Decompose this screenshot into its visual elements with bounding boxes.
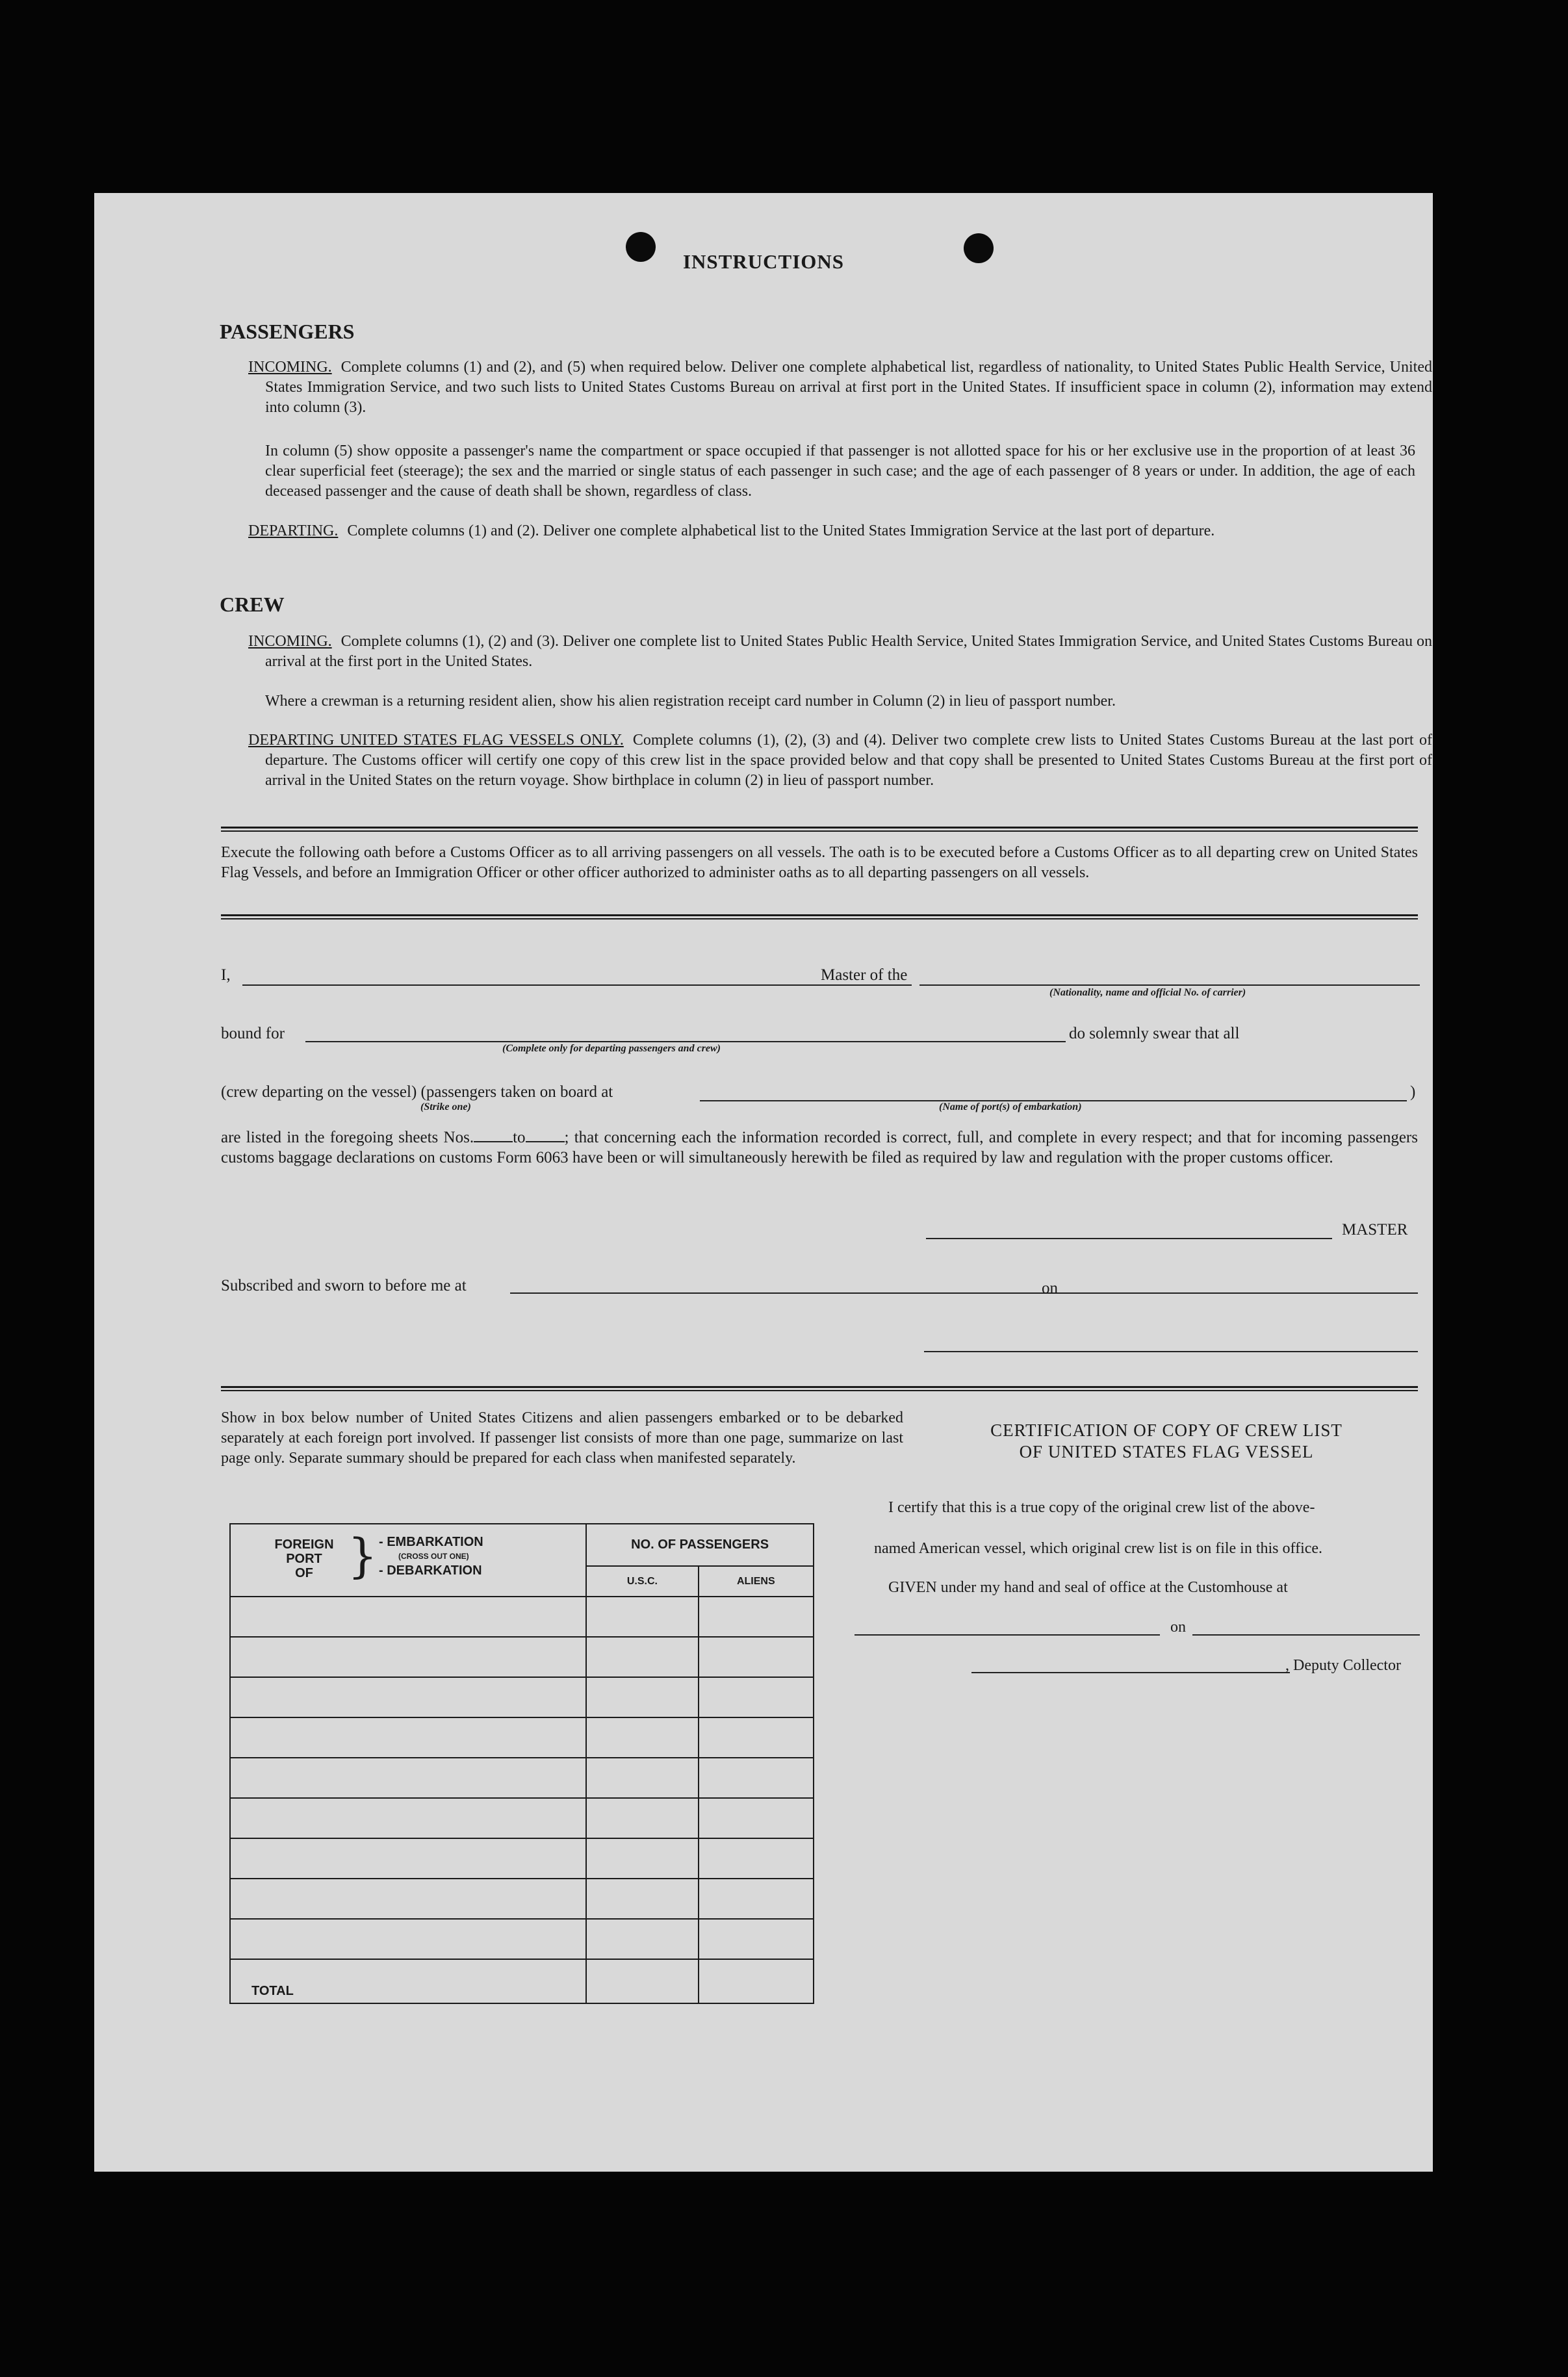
sheet-to-field[interactable] — [526, 1141, 565, 1142]
port-cell[interactable] — [230, 1879, 586, 1919]
total-row — [230, 1959, 814, 2003]
usc-total-cell[interactable] — [586, 1959, 698, 2003]
aliens-cell[interactable] — [699, 1879, 814, 1919]
sworn-place-field[interactable] — [510, 1292, 1124, 1294]
incoming-label: INCOMING. — [248, 359, 332, 376]
master-of-the-label: Master of the — [819, 966, 909, 984]
departing-label: DEPARTING. — [248, 522, 339, 539]
table-row — [230, 1637, 814, 1677]
aliens-cell[interactable] — [699, 1758, 814, 1798]
crew-incoming-paragraph — [248, 632, 1432, 672]
master-label: MASTER — [1342, 1221, 1408, 1239]
table-row — [230, 1677, 814, 1717]
usc-cell[interactable] — [586, 1677, 698, 1717]
customhouse-field[interactable] — [855, 1634, 1160, 1636]
form-page — [94, 193, 1433, 2172]
port-header — [230, 1524, 586, 1597]
port-cell[interactable] — [230, 1919, 586, 1959]
oath-statement — [221, 1127, 1418, 1168]
incoming-text: Complete columns (1), (2) and (3). Deliver one complete list to United States Public Health Service, United States Immigration Service, and United States Customs Bureau on arrival at the first port in the United States. — [265, 633, 1432, 670]
resident-alien-paragraph: Where a crewman is a returning resident alien, show his alien registration receipt card number in Column (2) in lieu of passport number. — [265, 693, 1116, 710]
port-cell[interactable] — [230, 1717, 586, 1758]
bound-for-label: bound for — [221, 1025, 285, 1042]
usc-cell[interactable] — [586, 1717, 698, 1758]
close-paren: ) — [1410, 1083, 1416, 1101]
table-row — [230, 1717, 814, 1758]
oath-instruction: Execute the following oath before a Customs Officer as to all arriving passengers on all vessels. The oath is to be executed before a Customs Officer as to all departing crew on United States Flag Vessels, and before an Immigration Officer or other officer authorized to administer oaths as to all departing passengers on all vessels. — [221, 844, 1418, 881]
port-cell[interactable] — [230, 1758, 586, 1798]
certification-title — [874, 1420, 1459, 1463]
of-label: OF — [295, 1566, 313, 1580]
deputy-collector-label: , Deputy Collector — [1285, 1657, 1401, 1674]
embarkation-label: - EMBARKATION — [379, 1535, 483, 1549]
aliens-cell[interactable] — [699, 1798, 814, 1838]
deputy-signature-field[interactable] — [971, 1672, 1290, 1673]
named-text: named American vessel, which original crew list is on file in this office. — [874, 1540, 1323, 1557]
statement-text: ; that concerning each the information recorded is correct, full, and complete in every respect; and that for incoming passengers customs baggage declarations on customs Form 6063 have been or will simultaneously herewith be filed as required by law and regulation with the proper customs officer. — [221, 1129, 1418, 1166]
master-signature-field[interactable] — [926, 1238, 1332, 1239]
column5-paragraph: In column (5) show opposite a passenger's name the compartment or space occupied if that passenger is not allotted space for his or her exclusive use in the proportion of at least 36 clear superficial feet (steerage); the sex and the married or single status of each passenger in such case; and the age of each passenger of 8 years or under. In addition, the age of each deceased passenger and the cause of death shall be shown, regardless of class. — [265, 443, 1415, 500]
given-text: GIVEN under my hand and seal of office at the Customhouse at — [888, 1579, 1288, 1596]
usc-cell[interactable] — [586, 1597, 698, 1637]
on-label: on — [1042, 1279, 1058, 1297]
port-cell[interactable] — [230, 1677, 586, 1717]
carrier-field[interactable] — [919, 984, 1420, 986]
cert-date-field[interactable] — [1192, 1634, 1420, 1636]
ports-caption: (Name of port(s) of embarkation) — [939, 1101, 1082, 1112]
crew-departing-paragraph — [248, 730, 1432, 791]
usc-cell[interactable] — [586, 1798, 698, 1838]
oath-i: I, — [221, 966, 231, 984]
port-cell[interactable] — [230, 1798, 586, 1838]
summary-instructions: Show in box below number of United States Citizens and alien passengers embarked or to be debarked separately at each foreign port involved. If passenger list consists of more than one page, summarize on last page only. Separate summary should be prepared for each class when manifested separately. — [221, 1409, 903, 1467]
port-cell[interactable] — [230, 1637, 586, 1677]
cert-on-label: on — [1170, 1619, 1186, 1636]
page-title: INSTRUCTIONS — [682, 250, 844, 273]
no-of-passengers-header: NO. OF PASSENGERS — [586, 1524, 814, 1566]
usc-cell[interactable] — [586, 1879, 698, 1919]
aliens-cell[interactable] — [699, 1677, 814, 1717]
bound-for-field[interactable] — [305, 1041, 1066, 1042]
sworn-date-field[interactable] — [1067, 1292, 1418, 1294]
nationality-caption: (Nationality, name and official No. of carrier) — [1049, 987, 1246, 998]
strike-one-caption: (Strike one) — [420, 1101, 471, 1112]
incoming-label: INCOMING. — [248, 633, 332, 650]
master-name-field[interactable] — [242, 984, 912, 986]
table-row — [230, 1838, 814, 1879]
total-label: TOTAL — [230, 1959, 586, 2003]
certification-title-line2: OF UNITED STATES FLAG VESSEL — [1019, 1442, 1314, 1461]
foreign-label: FOREIGN — [274, 1537, 334, 1552]
certify-text: I certify that this is a true copy of the original crew list of the above- — [888, 1499, 1315, 1516]
departing-text: Complete columns (1) and (2). Deliver one complete alphabetical list to the United States Immigration Service at the last port of departure. — [347, 522, 1215, 539]
subscribed-label: Subscribed and sworn to before me at — [221, 1277, 467, 1294]
passengers-incoming-paragraph — [248, 357, 1432, 418]
aliens-cell[interactable] — [699, 1838, 814, 1879]
passengers-departing-paragraph — [248, 521, 1432, 541]
brace-icon: } — [348, 1528, 378, 1583]
port-cell[interactable] — [230, 1597, 586, 1637]
aliens-cell[interactable] — [699, 1637, 814, 1677]
cross-out-label: (CROSS OUT ONE) — [398, 1552, 469, 1561]
aliens-header: ALIENS — [699, 1566, 814, 1597]
table-row — [230, 1879, 814, 1919]
departing-label: DEPARTING UNITED STATES FLAG VESSELS ONLY. — [248, 732, 624, 749]
crew-heading: CREW — [220, 593, 285, 616]
sheet-from-field[interactable] — [474, 1141, 513, 1142]
are-listed-text: are listed in the foregoing sheets Nos. — [221, 1129, 474, 1146]
crew-passengers-label: (crew departing on the vessel) (passengers taken on board at — [221, 1083, 613, 1101]
debarkation-label: - DEBARKATION — [379, 1563, 482, 1578]
aliens-total-cell[interactable] — [699, 1959, 814, 2003]
complete-only-caption: (Complete only for departing passengers and crew) — [502, 1043, 721, 1054]
table-row — [230, 1597, 814, 1637]
port-label: PORT — [286, 1552, 322, 1566]
certification-title-line1: CERTIFICATION OF COPY OF CREW LIST — [990, 1420, 1343, 1440]
port-cell[interactable] — [230, 1838, 586, 1879]
departing-text: Complete columns (1), (2), (3) and (4). Deliver two complete crew lists to United States Customs Bureau at the last port of departure. The Customs officer will certify one copy of this crew list in the space provided below and that copy shall be presented to United States Customs Bureau at the first port of arrival in the United States on the return voyage. Show birthplace in column (2) in lieu of passport number. — [265, 732, 1432, 789]
passengers-heading: PASSENGERS — [220, 320, 355, 343]
aliens-cell[interactable] — [699, 1717, 814, 1758]
incoming-text: Complete columns (1) and (2), and (5) when required below. Deliver one complete alphabetical list, regardless of nationality, to United States Public Health Service, United States Immigration Service, and two such lists to United States Customs Bureau on arrival at first port in the United States. If insufficient space in column (2), information may extend into column (3). — [265, 359, 1432, 416]
table-row — [230, 1758, 814, 1798]
table-row — [230, 1919, 814, 1959]
aliens-cell[interactable] — [699, 1597, 814, 1637]
aliens-cell[interactable] — [699, 1919, 814, 1959]
double-rule — [221, 1386, 1418, 1391]
double-rule — [221, 827, 1418, 832]
solemnly-swear-label: do solemnly swear that all — [1069, 1025, 1240, 1042]
usc-header: U.S.C. — [586, 1566, 698, 1597]
to-text: to — [513, 1129, 526, 1146]
table-row — [230, 1798, 814, 1838]
usc-cell[interactable] — [586, 1758, 698, 1798]
officer-signature-field[interactable] — [924, 1351, 1418, 1352]
usc-cell[interactable] — [586, 1919, 698, 1959]
usc-cell[interactable] — [586, 1637, 698, 1677]
passenger-summary-table — [229, 1523, 814, 2004]
double-rule — [221, 914, 1418, 919]
usc-cell[interactable] — [586, 1838, 698, 1879]
